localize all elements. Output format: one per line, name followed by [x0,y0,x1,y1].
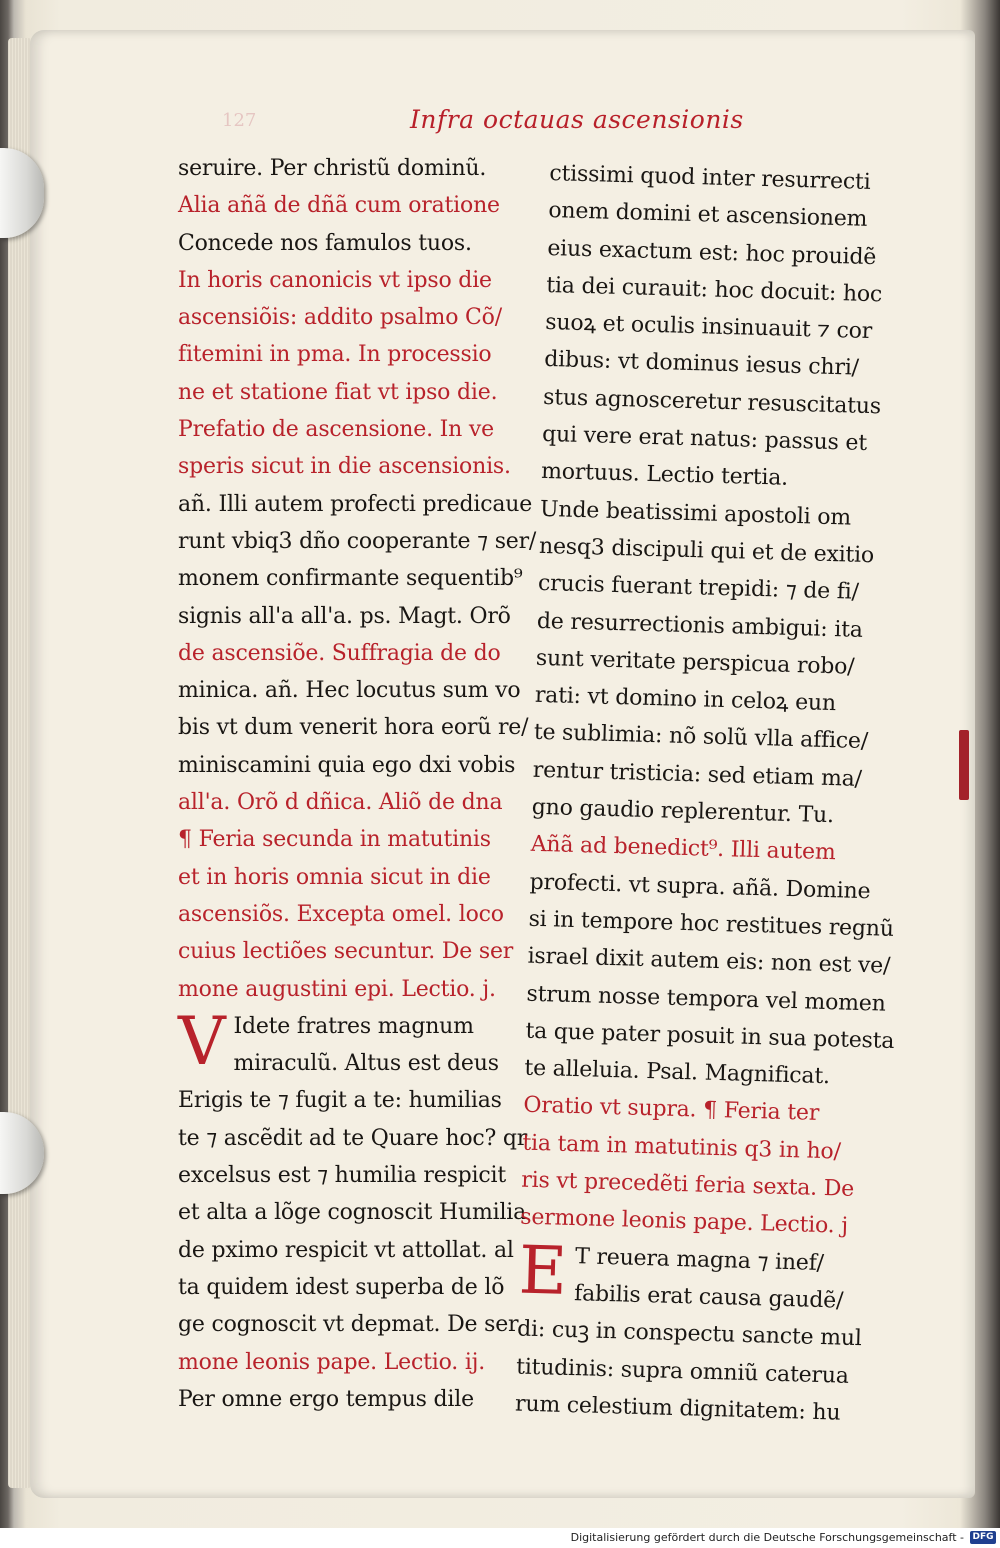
text-line-content: excelsus est ⁊ humilia respicit [178,1163,506,1189]
text-line-content: strum nosse tempora vel momen [526,981,886,1017]
right-text-column [515,155,895,1432]
text-line-content: miniscamini quia ego dxi vobis [178,752,516,778]
text-line-content: ascensiõis: addito psalmo Cõ/ [178,305,502,331]
text-line-content: ge cognoscit vt depmat. De ser [178,1312,519,1338]
text-line [178,411,523,448]
text-line-content: sunt veritate perspicua robo/ [535,645,855,680]
text-line-content: te sublimia: nõ solũ vlla affice/ [533,720,869,755]
text-line-content: onem domini et ascensionem [548,198,868,233]
text-line [178,971,523,1008]
text-line [178,635,523,672]
running-head: Infra octauas ascensionis [410,105,744,134]
text-line-content: mortuus. Lectio tertia. [540,459,789,492]
text-line-content: tia dei curauit: hoc docuit: hoc [546,272,883,308]
text-line [178,1232,523,1269]
text-line [178,486,533,523]
text-line [178,1381,523,1418]
text-line-content: si in tempore hoc restitues regnũ [528,906,895,942]
text-line-content: sermone leonis pape. Lectio. j [519,1204,849,1240]
text-line-content: ne et statione fiat vt ipso die. [178,379,498,405]
text-line-content: Concede nos famulos tuos. [178,230,472,256]
text-line-content: ¶ Feria secunda in matutinis [178,827,491,853]
text-line [178,672,523,709]
text-line [178,560,523,597]
text-line [178,262,523,299]
text-line-content: all'a. Orõ d dñica. Aliõ de dna [178,790,503,816]
text-line-content: runt vbiq3 dño cooperante ⁊ ser/ [178,528,537,554]
text-line-content: israel dixit autem eis: non est ve/ [527,943,891,980]
text-line-content: te ⁊ ascẽdit ad te Quare hoc? qr [178,1125,528,1151]
text-line [178,784,523,821]
text-line-content: rentur tristicia: sed etiam ma/ [532,757,863,792]
text-line-content: stus agnosceretur resuscitatus [542,384,882,420]
text-line-content: crucis fuerant trepidi: ⁊ de fi/ [537,571,860,606]
text-line-content: speris sicut in die ascensionis. [178,454,511,480]
funding-note: Digitalisierung gefördert durch die Deutsche Forschungsgemeinschaft - [570,1531,964,1544]
text-line-content: mone augustini epi. Lectio. j. [178,976,496,1002]
text-line-content: et in horis omnia sicut in die [178,864,491,890]
text-line-content: añ. Illi autem profecti predicaue [178,491,533,517]
text-line-content: tia tam in matutinis q3 in ho/ [522,1130,842,1165]
text-line-content: rum celestium dignitatem: hu [514,1391,841,1426]
text-line [178,374,523,411]
text-line-content: minica. añ. Hec locutus sum vo [178,678,521,704]
text-line-content: miraculũ. Altus est deus [233,1051,499,1077]
text-line-content: de resurrectionis ambigui: ita [536,608,864,643]
text-line-content: suoꝝ et oculis insinuauit ⁊ cor [544,310,873,345]
text-line-content: T reuera magna ⁊ inef/ [574,1243,825,1276]
text-line [178,523,537,560]
text-line-content: di: cuꝫ in conspectu sancte mul [516,1316,862,1352]
text-line [178,448,523,485]
text-line-content: fabilis erat causa gaudẽ/ [573,1281,844,1314]
text-line [178,150,523,187]
text-line-content: titudinis: supra omniũ caterua [515,1354,850,1389]
text-line-content: qui vere erat natus: passus et [541,421,868,457]
text-line-content: cuius lectiões secuntur. De ser [178,939,514,965]
text-line-content: mone leonis pape. Lectio. ij. [178,1349,486,1375]
text-line [178,299,523,336]
text-line-content: de ascensiõe. Suffragia de do [178,640,501,666]
text-line-content: Alia añã de dñã cum oratione [178,193,500,219]
text-line [178,1194,527,1231]
left-text-column [178,150,537,1418]
faint-folio-number: 127 [222,110,257,131]
text-line-content: seruire. Per christũ dominũ. [178,156,487,181]
text-line [178,336,523,373]
text-line-content: ta quidem idest superba de lõ [178,1274,505,1300]
text-line-content: de pximo respicit vt attollat. al [178,1237,514,1263]
text-line-content: Añã ad benedict⁹. Illi autem [530,832,836,866]
text-line [178,598,523,635]
text-line [178,1306,523,1343]
text-line [178,896,523,933]
text-line-content: et alta a lõge cognoscit Humilia [178,1200,527,1226]
text-line [178,1120,528,1157]
text-line-content: Oratio vt supra. ¶ Feria ter [523,1093,820,1127]
text-line-content: In horis canonicis vt ipso die [178,267,492,293]
text-line-content: Erigis te ⁊ fugit a te: humilias [178,1088,502,1114]
text-line [178,1082,523,1119]
text-line-content: nesq3 discipuli qui et de exitio [538,533,875,569]
text-line-content: bis vt dum venerit hora eorũ re/ [178,715,529,741]
footer-bar [0,1528,1000,1548]
text-line-content: ctissimi quod inter resurrecti [549,160,871,195]
text-line-content: Per omne ergo tempus dile [178,1386,474,1412]
text-line [178,1157,523,1194]
text-line [178,1045,523,1082]
text-line-content: gno gaudio replerentur. Tu. [531,794,835,829]
page-edges [8,38,32,1488]
text-line-content: fitemini in pma. In processio [178,342,492,368]
text-line-content: ascensiõs. Excepta omel. loco [178,901,504,927]
text-line [178,821,523,858]
drop-capital: E [517,1231,568,1310]
text-line [178,747,523,784]
text-line [178,1269,523,1306]
text-line-content: eius exactum est: hoc prouidẽ [547,235,877,270]
drop-capital: V [178,1002,226,1080]
text-line-content: monem confirmante sequentib⁹ [178,566,523,592]
text-line [178,225,523,262]
red-edge-tab [959,730,969,800]
text-line-content: rati: vt domino in celoꝝ eun [534,682,837,717]
text-line-content: Prefatio de ascensione. In ve [178,417,494,443]
text-line-content: Unde beatissimi apostoli om [539,496,852,531]
text-line-content: signis all'a all'a. ps. Magt. Orõ [178,603,511,629]
text-line [178,1344,523,1381]
text-line [178,187,523,224]
dfg-logo: DFG [970,1531,996,1544]
text-line [178,859,523,896]
text-line-content: dibus: vt dominus iesus chri/ [543,347,860,382]
text-line-content: ris vt precedẽti feria sexta. De [521,1167,855,1202]
text-line-content: profecti. vt supra. añã. Domine [529,869,871,904]
text-line [178,709,529,746]
text-line-content: ta que pater posuit in sua potesta [525,1018,895,1054]
text-line-content: Idete fratres magnum [233,1013,474,1039]
text-line-content: te alleluia. Psal. Magnificat. [524,1055,831,1090]
text-line [178,933,523,970]
